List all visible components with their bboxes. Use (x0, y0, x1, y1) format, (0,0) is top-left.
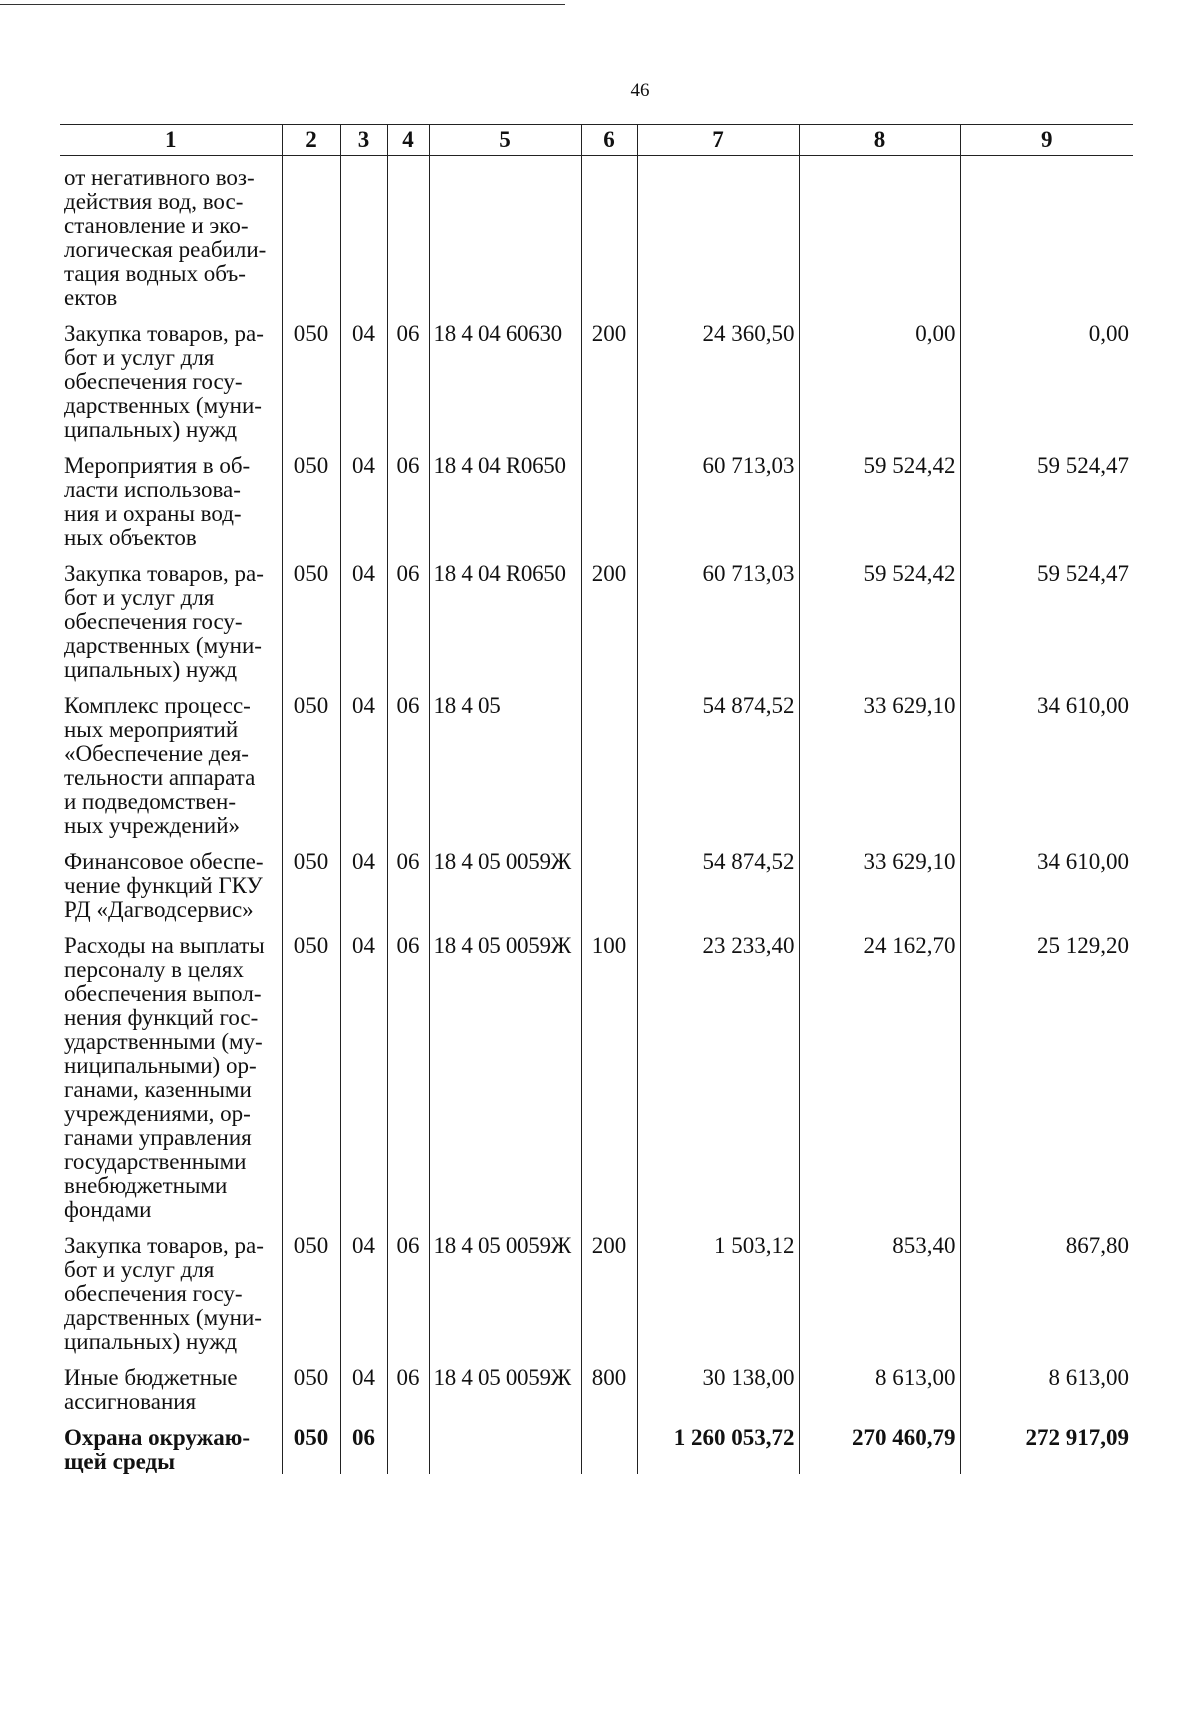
item-name-cell: Закупка товаров, ра- бот и услуг для обеспечения госу- дарственных (муни- ципальных) нужд (64, 561, 264, 682)
amount-col-7-cell: 54 874,52 (637, 850, 799, 934)
code-vr-cell (581, 1426, 637, 1474)
item-name-cell: Финансовое обеспе- чение функций ГКУ РД «Дагводсервис» (64, 849, 264, 922)
code-rz-cell: 06 (340, 1426, 387, 1474)
code-rz-cell: 04 (340, 1234, 387, 1366)
code-vr-cell: 100 (581, 934, 637, 1234)
header-cell: 7 (637, 125, 799, 156)
code-csr-cell (429, 1426, 581, 1474)
code-pr-cell: 06 (387, 850, 429, 934)
amount-col-9-cell: 34 610,00 (960, 694, 1133, 850)
table-row (60, 562, 1133, 694)
item-name-cell: Комплекс процесс- ных мероприятий «Обеспечение дея- тельности аппарата и подведомствен- ных учреждений» (64, 693, 256, 838)
table-body (60, 156, 1133, 1475)
amount-col-7-cell: 1 260 053,72 (637, 1426, 799, 1474)
code-gl-cell: 050 (282, 694, 340, 850)
amount-col-7-cell: 24 360,50 (637, 322, 799, 454)
amount-col-7-cell: 60 713,03 (637, 562, 799, 694)
item-name-cell: Иные бюджетные ассигнования (64, 1365, 238, 1414)
amount-col-7-cell (637, 156, 799, 323)
code-gl-cell: 050 (282, 1426, 340, 1474)
code-vr-cell (581, 694, 637, 850)
top-rule (0, 4, 565, 5)
code-csr-cell: 18 4 05 0059Ж (429, 1366, 581, 1426)
header-row (60, 125, 1133, 156)
amount-col-8-cell: 853,40 (799, 1234, 960, 1366)
code-gl-cell: 050 (282, 934, 340, 1234)
amount-col-8-cell: 59 524,42 (799, 454, 960, 562)
item-name-cell: Закупка товаров, ра- бот и услуг для обеспечения госу- дарственных (муни- ципальных) нужд (64, 1233, 264, 1354)
item-name-cell: Мероприятия в об- ласти использова- ния и охраны вод- ных объектов (64, 453, 251, 550)
table-row (60, 322, 1133, 454)
code-gl-cell: 050 (282, 562, 340, 694)
code-gl-cell: 050 (282, 454, 340, 562)
amount-col-9-cell: 25 129,20 (960, 934, 1133, 1234)
code-vr-cell: 200 (581, 1234, 637, 1366)
amount-col-8-cell (799, 156, 960, 323)
table-row (60, 1426, 1133, 1474)
code-csr-cell: 18 4 05 (429, 694, 581, 850)
code-pr-cell: 06 (387, 694, 429, 850)
code-csr-cell: 18 4 05 0059Ж (429, 934, 581, 1234)
budget-table (60, 124, 1133, 1474)
code-csr-cell (429, 156, 581, 323)
code-rz-cell: 04 (340, 1366, 387, 1426)
code-csr-cell: 18 4 05 0059Ж (429, 850, 581, 934)
code-gl-cell: 050 (282, 1234, 340, 1366)
amount-col-7-cell: 54 874,52 (637, 694, 799, 850)
code-pr-cell: 06 (387, 562, 429, 694)
code-vr-cell: 200 (581, 562, 637, 694)
code-csr-cell: 18 4 04 R0650 (429, 562, 581, 694)
amount-col-7-cell: 30 138,00 (637, 1366, 799, 1426)
amount-col-9-cell: 59 524,47 (960, 562, 1133, 694)
table-row (60, 850, 1133, 934)
page-number: 46 (630, 80, 650, 101)
amount-col-8-cell: 0,00 (799, 322, 960, 454)
amount-col-8-cell: 33 629,10 (799, 694, 960, 850)
code-rz-cell: 04 (340, 454, 387, 562)
item-name-cell: от негативного воз- действия вод, вос- становление и эко- логическая реабили- тация водных объ- ектов (64, 165, 267, 310)
amount-col-9-cell: 867,80 (960, 1234, 1133, 1366)
code-vr-cell: 800 (581, 1366, 637, 1426)
table-row (60, 694, 1133, 850)
code-csr-cell: 18 4 04 60630 (429, 322, 581, 454)
header-cell: 2 (282, 125, 340, 156)
code-vr-cell (581, 454, 637, 562)
table-row (60, 454, 1133, 562)
amount-col-9-cell: 272 917,09 (960, 1426, 1133, 1474)
item-name-cell: Расходы на выплаты персоналу в целях обеспечения выпол- нения функций гос- ударственными (му- ниципальными) ор- ганами, казенными учреждениями, ор- ганами управления государственными внебюджетными фондами (64, 933, 265, 1222)
amount-col-8-cell: 33 629,10 (799, 850, 960, 934)
code-pr-cell: 06 (387, 934, 429, 1234)
amount-col-8-cell: 59 524,42 (799, 562, 960, 694)
item-name-cell: Закупка товаров, ра- бот и услуг для обеспечения госу- дарственных (муни- ципальных) нужд (64, 321, 264, 442)
amount-col-8-cell: 8 613,00 (799, 1366, 960, 1426)
code-pr-cell: 06 (387, 454, 429, 562)
code-pr-cell (387, 1426, 429, 1474)
amount-col-9-cell: 0,00 (960, 322, 1133, 454)
code-pr-cell: 06 (387, 1366, 429, 1426)
header-cell: 1 (60, 125, 282, 156)
code-rz-cell: 04 (340, 322, 387, 454)
table-row (60, 156, 1133, 323)
code-csr-cell: 18 4 04 R0650 (429, 454, 581, 562)
code-gl-cell: 050 (282, 1366, 340, 1426)
code-vr-cell: 200 (581, 322, 637, 454)
amount-col-9-cell: 59 524,47 (960, 454, 1133, 562)
code-rz-cell: 04 (340, 562, 387, 694)
code-gl-cell: 050 (282, 850, 340, 934)
code-rz-cell: 04 (340, 850, 387, 934)
amount-col-8-cell: 270 460,79 (799, 1426, 960, 1474)
amount-col-7-cell: 1 503,12 (637, 1234, 799, 1366)
code-pr-cell (387, 156, 429, 323)
code-csr-cell: 18 4 05 0059Ж (429, 1234, 581, 1366)
amount-col-8-cell: 24 162,70 (799, 934, 960, 1234)
amount-col-9-cell (960, 156, 1133, 323)
amount-col-9-cell: 34 610,00 (960, 850, 1133, 934)
table-row (60, 1366, 1133, 1426)
code-pr-cell: 06 (387, 322, 429, 454)
code-vr-cell (581, 156, 637, 323)
header-cell: 4 (387, 125, 429, 156)
header-cell: 8 (799, 125, 960, 156)
code-rz-cell: 04 (340, 934, 387, 1234)
code-gl-cell (282, 156, 340, 323)
amount-col-7-cell: 60 713,03 (637, 454, 799, 562)
code-rz-cell (340, 156, 387, 323)
code-pr-cell: 06 (387, 1234, 429, 1366)
header-cell: 9 (960, 125, 1133, 156)
code-rz-cell: 04 (340, 694, 387, 850)
header-cell: 3 (340, 125, 387, 156)
item-name-cell: Охрана окружаю- щей среды (64, 1425, 251, 1474)
header-cell: 6 (581, 125, 637, 156)
code-gl-cell: 050 (282, 322, 340, 454)
table-row (60, 934, 1133, 1234)
table-row (60, 1234, 1133, 1366)
amount-col-7-cell: 23 233,40 (637, 934, 799, 1234)
code-vr-cell (581, 850, 637, 934)
header-cell: 5 (429, 125, 581, 156)
amount-col-9-cell: 8 613,00 (960, 1366, 1133, 1426)
